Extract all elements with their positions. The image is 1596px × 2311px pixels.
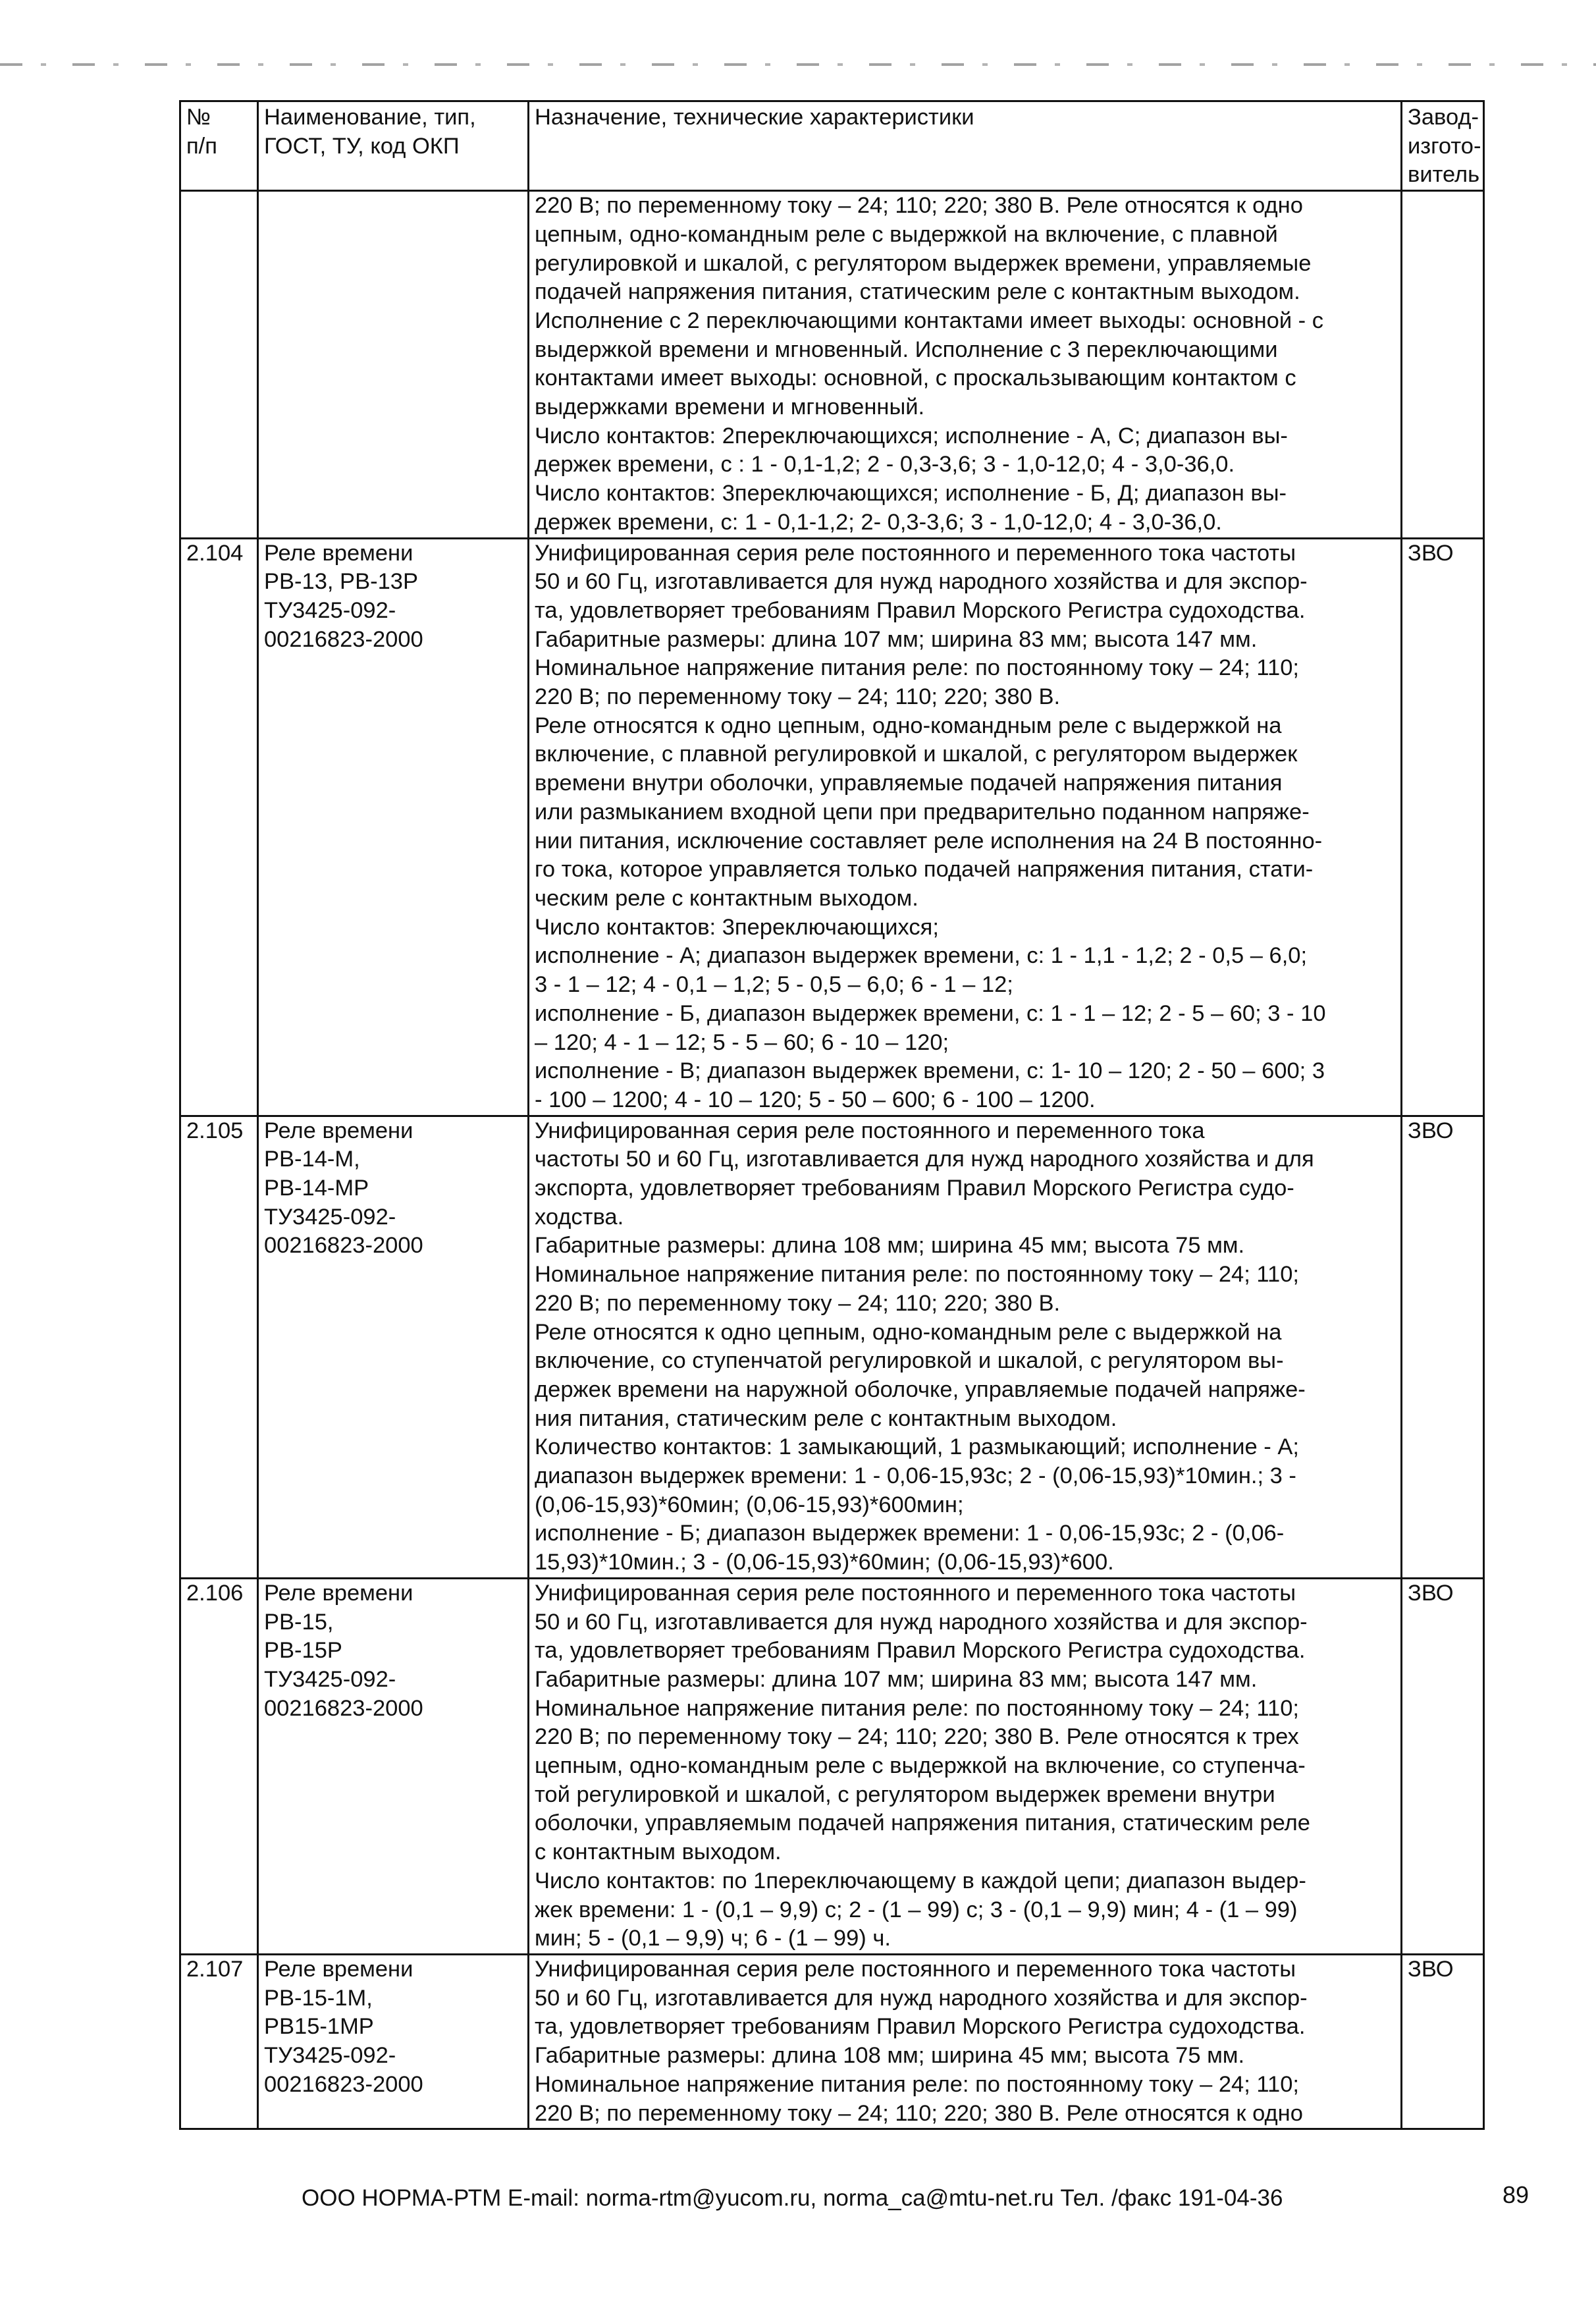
table-header-row: [180, 101, 1484, 191]
description-line: 220 В; по переменному току – 24; 110; 220; 380 В.: [535, 1290, 1061, 1316]
cell-number: 2.106: [180, 1578, 258, 1954]
description-line: Число контактов: 2переключающихся; исполнение - А, С; диапазон вы-: [535, 423, 1288, 449]
description-line: 220 В; по переменному току – 24; 110; 220; 380 В. Реле относятся к трех: [535, 1724, 1299, 1750]
description-line: 50 и 60 Гц, изготавливается для нужд народного хозяйства и для экспор-: [535, 1609, 1308, 1635]
description-line: ческим реле с контактным выходом.: [535, 885, 918, 911]
description-line: го тока, которое управляется только подачей напряжения питания, стати-: [535, 857, 1314, 883]
description-line: 220 В; по переменному току – 24; 110; 220; 380 В. Реле относятся к одно: [535, 193, 1303, 219]
description-line: держек времени, с : 1 - 0,1-1,2; 2 - 0,3-3,6; 3 - 1,0-12,0; 4 - 3,0-36,0.: [535, 452, 1235, 477]
header-name: [258, 101, 529, 191]
cell-maker: ЗВО: [1402, 538, 1484, 1116]
name-line: РВ-15,: [264, 1609, 334, 1635]
description-line: цепным, одно-командным реле с выдержкой на включение, с плавной: [535, 221, 1278, 247]
header-maker-line: изгото-: [1408, 133, 1481, 159]
name-line: ТУ3425-092-: [264, 1204, 396, 1230]
header-number-line: №: [186, 105, 211, 130]
cell-description: [529, 1578, 1402, 1954]
description-line: Исполнение с 2 переключающими контактами имеет выходы: основной - с: [535, 308, 1323, 333]
name-line: РВ-14-МР: [264, 1176, 369, 1201]
cell-maker: ЗВО: [1402, 1116, 1484, 1578]
description-line: Число контактов: по 1переключающему в каждой цепи; диапазон выдер-: [535, 1868, 1306, 1893]
name-line: ТУ3425-092-: [264, 2043, 396, 2069]
table-body: [180, 191, 1484, 2129]
description-line: Номинальное напряжение питания реле: по постоянному току – 24; 110;: [535, 1695, 1299, 1721]
description-line: ния питания, статическим реле с контактным выходом.: [535, 1405, 1117, 1431]
description-line: частоты 50 и 60 Гц, изготавливается для нужд народного хозяйства и для: [535, 1147, 1314, 1172]
name-line: ТУ3425-092-: [264, 597, 396, 623]
description-line: 50 и 60 Гц, изготавливается для нужд народного хозяйства и для экспор-: [535, 569, 1308, 595]
cell-description: [529, 191, 1402, 538]
description-line: Реле относятся к одно цепным, одно-командным реле с выдержкой на: [535, 713, 1282, 738]
table-row: [180, 1116, 1484, 1578]
description-line: Количество контактов: 1 замыкающий, 1 размыкающий; исполнение - А;: [535, 1434, 1299, 1460]
description-line: Габаритные размеры: длина 107 мм; ширина 83 мм; высота 147 мм.: [535, 626, 1258, 652]
description-line: нии питания, исключение составляет реле исполнения на 24 В постоянно-: [535, 828, 1323, 854]
header-name-line: Наименование, тип,: [264, 105, 476, 130]
description-line: - 100 – 1200; 4 - 10 – 120; 5 - 50 – 600; 6 - 100 – 1200.: [535, 1087, 1096, 1112]
description-line: Номинальное напряжение питания реле: по постоянному току – 24; 110;: [535, 2071, 1299, 2097]
description-line: 15,93)*10мин.; 3 - (0,06-15,93)*60мин; (0,06-15,93)*600.: [535, 1550, 1114, 1575]
description-line: экспорта, удовлетворяет требованиям Правил Морского Регистра судо-: [535, 1176, 1294, 1201]
name-line: РВ-14-М,: [264, 1147, 360, 1172]
description-line: исполнение - В; диапазон выдержек времени, с: 1- 10 – 120; 2 - 50 – 600; 3: [535, 1058, 1325, 1084]
table-row: [180, 191, 1484, 538]
description-line: та, удовлетворяет требованиям Правил Морского Регистра судоходства.: [535, 2014, 1306, 2040]
description-line: Унифицированная серия реле постоянного и переменного тока: [535, 1118, 1205, 1143]
description-line: включение, с плавной регулировкой и шкалой, с регулятором выдержек: [535, 742, 1298, 767]
header-name-line: ГОСТ, ТУ, код ОКП: [264, 133, 460, 159]
description-line: подачей напряжения питания, статическим реле с контактным выходом.: [535, 279, 1300, 305]
name-line: ТУ3425-092-: [264, 1666, 396, 1692]
name-line: Реле времени: [264, 540, 413, 566]
description-line: Номинальное напряжение питания реле: по постоянному току – 24; 110;: [535, 655, 1299, 681]
description-line: исполнение - А; диапазон выдержек времени, с: 1 - 1,1 - 1,2; 2 - 0,5 – 6,0;: [535, 943, 1308, 969]
table-row: [180, 1578, 1484, 1954]
cell-description: [529, 1116, 1402, 1578]
name-line: 00216823-2000: [264, 1695, 423, 1721]
description-line: времени внутри оболочки, управляемые подачей напряжения питания: [535, 771, 1283, 796]
name-line: 00216823-2000: [264, 1233, 423, 1259]
description-line: исполнение - Б, диапазон выдержек времени, с: 1 - 1 – 12; 2 - 5 – 60; 3 - 10: [535, 1000, 1326, 1026]
description-line: (0,06-15,93)*60мин; (0,06-15,93)*600мин;: [535, 1492, 964, 1517]
cell-name: [258, 1116, 529, 1578]
scan-artifact-line: [0, 63, 1596, 66]
description-line: 3 - 1 – 12; 4 - 0,1 – 1,2; 5 - 0,5 – 6,0; 6 - 1 – 12;: [535, 972, 1013, 998]
header-maker: [1402, 101, 1484, 191]
name-line: Реле времени: [264, 1580, 413, 1606]
description-line: или размыканием входной цепи при предварительно поданном напряже-: [535, 799, 1310, 825]
description-line: Номинальное напряжение питания реле: по постоянному току – 24; 110;: [535, 1262, 1299, 1288]
cell-description: [529, 538, 1402, 1116]
description-line: 220 В; по переменному току – 24; 110; 220; 380 В. Реле относятся к одно: [535, 2100, 1303, 2126]
description-line: Унифицированная серия реле постоянного и переменного тока частоты: [535, 1580, 1296, 1606]
description-line: Унифицированная серия реле постоянного и переменного тока частоты: [535, 540, 1296, 566]
description-line: ходства.: [535, 1204, 624, 1230]
cell-name: [258, 191, 529, 538]
footer-contacts: ООО НОРМА-РТМ E-mail: norma-rtm@yucom.ru, norma_ca@mtu-net.ru Тел. /факс 191-04-36: [302, 2185, 1283, 2211]
description-line: с контактным выходом.: [535, 1839, 782, 1865]
description-line: та, удовлетворяет требованиям Правил Морского Регистра судоходства.: [535, 597, 1306, 623]
description-line: мин; 5 - (0,1 – 9,9) ч; 6 - (1 – 99) ч.: [535, 1926, 891, 1951]
header-maker-line: Завод-: [1408, 105, 1479, 130]
description-line: оболочки, управляемым подачей напряжения питания, статическим реле: [535, 1810, 1310, 1836]
page-number: 89: [1503, 2181, 1530, 2208]
cell-name: [258, 1578, 529, 1954]
cell-maker: [1402, 191, 1484, 538]
description-line: цепным, одно-командным реле с выдержкой на включение, со ступенча-: [535, 1753, 1306, 1779]
description-line: контактами имеет выходы: основной, с проскальзывающим контактом с: [535, 366, 1296, 391]
description-line: – 120; 4 - 1 – 12; 5 - 5 – 60; 6 - 10 – 120;: [535, 1029, 949, 1055]
description-line: держек времени на наружной оболочке, управляемые подачей напряже-: [535, 1376, 1306, 1402]
cell-number: 2.105: [180, 1116, 258, 1578]
cell-maker: ЗВО: [1402, 1578, 1484, 1954]
description-line: Число контактов: 3переключающихся; исполнение - Б, Д; диапазон вы-: [535, 481, 1287, 506]
name-line: РВ-13, РВ-13Р: [264, 569, 418, 595]
description-line: Унифицированная серия реле постоянного и переменного тока частоты: [535, 1957, 1296, 1982]
page-footer: [0, 2181, 1596, 2218]
cell-number: 2.104: [180, 538, 258, 1116]
name-line: 00216823-2000: [264, 2071, 423, 2097]
description-line: Габаритные размеры: длина 108 мм; ширина 45 мм; высота 75 мм.: [535, 2043, 1245, 2069]
table-row: [180, 538, 1484, 1116]
description-line: Реле относятся к одно цепным, одно-командным реле с выдержкой на: [535, 1319, 1282, 1345]
name-line: РВ15-1МР: [264, 2014, 374, 2040]
name-line: Реле времени: [264, 1957, 413, 1982]
description-line: 50 и 60 Гц, изготавливается для нужд народного хозяйства и для экспор-: [535, 1985, 1308, 2011]
cell-name: [258, 538, 529, 1116]
description-line: Габаритные размеры: длина 107 мм; ширина 83 мм; высота 147 мм.: [535, 1666, 1258, 1692]
header-number-line: п/п: [186, 133, 217, 159]
description-line: жек времени: 1 - (0,1 – 9,9) с; 2 - (1 – 99) с; 3 - (0,1 – 9,9) мин; 4 - (1 – 99): [535, 1897, 1298, 1922]
description-line: исполнение - Б; диапазон выдержек времени: 1 - 0,06-15,93с; 2 - (0,06-: [535, 1521, 1285, 1546]
table-row: [180, 1955, 1484, 2129]
cell-number: [180, 191, 258, 538]
cell-description: [529, 1955, 1402, 2129]
description-line: выдержками времени и мгновенный.: [535, 394, 925, 420]
name-line: РВ-15-1М,: [264, 1985, 373, 2011]
description-line: диапазон выдержек времени: 1 - 0,06-15,93с; 2 - (0,06-15,93)*10мин.; 3 -: [535, 1463, 1296, 1489]
description-line: Число контактов: 3переключающихся;: [535, 914, 939, 940]
description-line: Габаритные размеры: длина 108 мм; ширина 45 мм; высота 75 мм.: [535, 1233, 1245, 1259]
cell-name: [258, 1955, 529, 2129]
description-line: держек времени, с: 1 - 0,1-1,2; 2- 0,3-3,6; 3 - 1,0-12,0; 4 - 3,0-36,0.: [535, 509, 1222, 535]
description-line: регулировкой и шкалой, с регулятором выдержек времени, управляемые: [535, 250, 1312, 276]
description-line: выдержкой времени и мгновенный. Исполнение с 3 переключающими: [535, 337, 1278, 362]
name-line: РВ-15Р: [264, 1638, 342, 1664]
cell-number: 2.107: [180, 1955, 258, 2129]
header-maker-line: витель: [1408, 162, 1480, 188]
header-description-line: Назначение, технические характеристики: [535, 105, 974, 130]
description-line: той регулировкой и шкалой, с регулятором выдержек времени внутри: [535, 1781, 1275, 1807]
cell-maker: ЗВО: [1402, 1955, 1484, 2129]
name-line: Реле времени: [264, 1118, 413, 1143]
specs-table: [179, 100, 1485, 2130]
description-line: 220 В; по переменному току – 24; 110; 220; 380 В.: [535, 684, 1061, 710]
description-line: включение, со ступенчатой регулировкой и шкалой, с регулятором вы-: [535, 1348, 1284, 1374]
description-line: та, удовлетворяет требованиям Правил Морского Регистра судоходства.: [535, 1638, 1306, 1664]
name-line: 00216823-2000: [264, 626, 423, 652]
header-number: [180, 101, 258, 191]
header-description: [529, 101, 1402, 191]
